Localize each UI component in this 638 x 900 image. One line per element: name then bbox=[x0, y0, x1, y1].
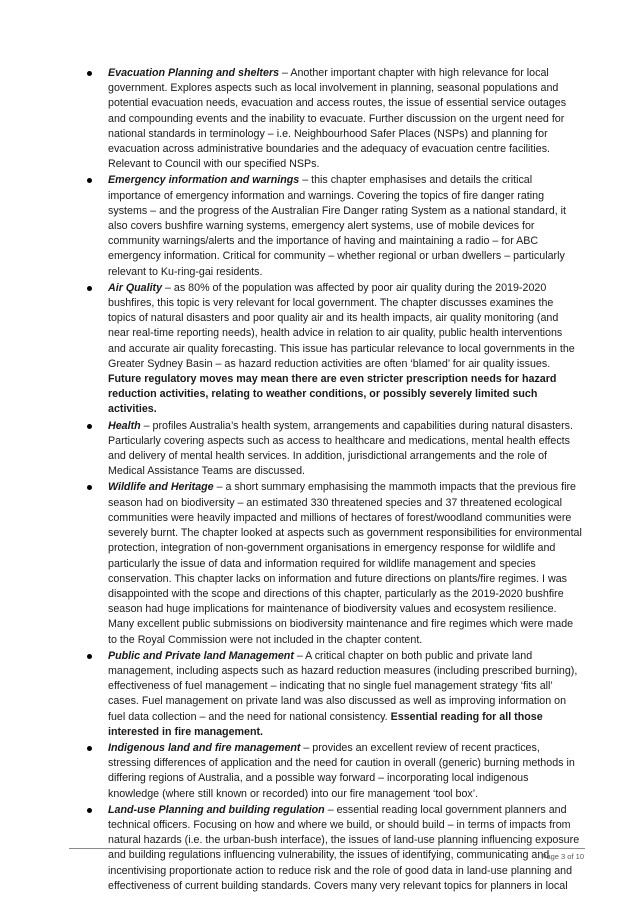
item-emphasis: Future regulatory moves may mean there are even stricter prescription needs for hazard reduction activities, relating to weather conditions, or possibly severely limited such activities. bbox=[108, 373, 557, 416]
item-title: Emergency information and warnings bbox=[108, 174, 300, 187]
list-item bbox=[80, 419, 582, 480]
item-title: Public and Private land Management bbox=[108, 649, 294, 662]
item-body: – A critical chapter on both public and private land management, including aspects such as hazard reduction measures (including prescribed burning), effectiveness of fuel management – indicating that no single fuel management strategy ‘fits all’ cases. Fuel management on private land was also discussed as well as improving information on fuel data collection – and the need for national consistency. bbox=[108, 649, 578, 723]
item-body: – provides an excellent review of recent practices, stressing differences of application and the need for caution in overall (generic) burning methods in differing regions of Australia, and a possible way forward – incorporating local indigenous knowledge (where still known or recorded) into our fire management ‘tool box’. bbox=[108, 741, 575, 800]
item-title: Evacuation Planning and shelters bbox=[108, 67, 280, 79]
item-title: Land-use Planning and building regulation bbox=[108, 803, 325, 816]
document-body bbox=[80, 66, 582, 895]
item-body: – this chapter emphasises and details the critical importance of emergency information and warnings. Covering the topics of fire danger rating systems – and the progress of the Australian Fire Danger rating System as a national standard, it also covers bushfire warning systems, emergency alert systems, use of mobile devices for community warnings/alerts and the importance of having and maintaining a radio – for ABC emergency information. Critical for community – whether regional or urban dwellers – particularly relevant to Ku-ring-gai residents. bbox=[108, 174, 567, 278]
page-number: Page 3 of 10 bbox=[541, 852, 584, 861]
bullet-icon bbox=[87, 178, 92, 183]
list-item bbox=[80, 66, 582, 172]
bullet-icon bbox=[87, 71, 92, 76]
bullet-icon bbox=[87, 808, 92, 813]
item-body: – profiles Australia’s health system, arrangements and capabilities during natural disasters. Particularly covering aspects such as access to healthcare and medications, mental health effects and delivery of mental health services. In addition, jurisdictional arrangements and the role of Medical Assistance Teams are discussed. bbox=[108, 419, 573, 478]
list-item bbox=[80, 281, 582, 418]
list-item bbox=[80, 480, 582, 647]
bullet-icon bbox=[87, 485, 92, 490]
item-title: Wildlife and Heritage bbox=[108, 481, 214, 494]
item-title: Indigenous land and fire management bbox=[108, 741, 301, 754]
footer-divider bbox=[69, 848, 585, 849]
list-item bbox=[80, 649, 582, 740]
bullet-icon bbox=[87, 746, 92, 751]
item-body: – as 80% of the population was affected by poor air quality during the 2019-2020 bushfires, this topic is very relevant for local government. The chapter discusses examines the topics of natural disasters and poor quality air and its health impacts, air quality monitoring (and near real-time reporting needs), health advice in relation to air quality, public health interventions and accurate air quality forecasting. This issue has particular relevance to local governments in the Greater Sydney Basin – as hazard reduction activities are often ‘blamed’ for air quality issues. bbox=[108, 281, 575, 370]
list-item bbox=[80, 741, 582, 802]
chapter-list bbox=[80, 66, 582, 894]
bullet-icon bbox=[87, 286, 92, 291]
item-body: – a short summary emphasising the mammoth impacts that the previous fire season had on biodiversity – an estimated 330 threatened species and 37 threatened ecological communities were heavily impacted and millions of hectares of forest/woodland communities were severely burnt. The chapter looked at aspects such as government responsibilities for environmental protection, integration of non-government organisations in emergency response for wildlife and particularly the issue of data and information required for wildlife management and species conservation. This chapter lacks on information and future directions on plants/fire regimes. I was disappointed with the scope and directions of this chapter, particularly as the 2019-2020 bushfire season had huge implications for maintenance of biodiversity values and ecosystem resilience. Many excellent public submissions on biodiversity maintenance and fire regimes which were made to the Royal Commission were not included in the chapter content. bbox=[108, 481, 582, 646]
item-emphasis: Essential reading for all those interested in fire management. bbox=[108, 710, 543, 738]
bullet-icon bbox=[87, 424, 92, 429]
list-item bbox=[80, 173, 582, 279]
bullet-icon bbox=[87, 654, 92, 659]
item-title: Air Quality bbox=[108, 281, 163, 294]
item-title: Health bbox=[108, 419, 141, 432]
item-body: – Another important chapter with high relevance for local government. Explores aspects such as local involvement in planning, seasonal populations and potential evacuation needs, evacuation and access routes, the issue of essential service outages and compounding events and the inability to evacuate. Further discussion on the urgent need for national standards in terminology – i.e. Neighbourhood Safer Places (NSPs) and planning for evacuation across administrative boundaries and the adequacy of evacuation centre facilities. Relevant to Council with our specified NSPs. bbox=[108, 67, 567, 171]
item-body: – essential reading local government planners and technical officers. Focusing on how and where we build, or should build – in terms of impacts from natural hazards (i.e. the urban-bush interface), the issues of land-use planning influencing exposure and building regulations influencing vulnerability, the issues of identifying, communicating and incentivising proportionate action to reduce risk and the role of good data in land-use planning and effectiveness of current building standards. Covers many very relevant topics for planners in local bbox=[108, 803, 580, 892]
